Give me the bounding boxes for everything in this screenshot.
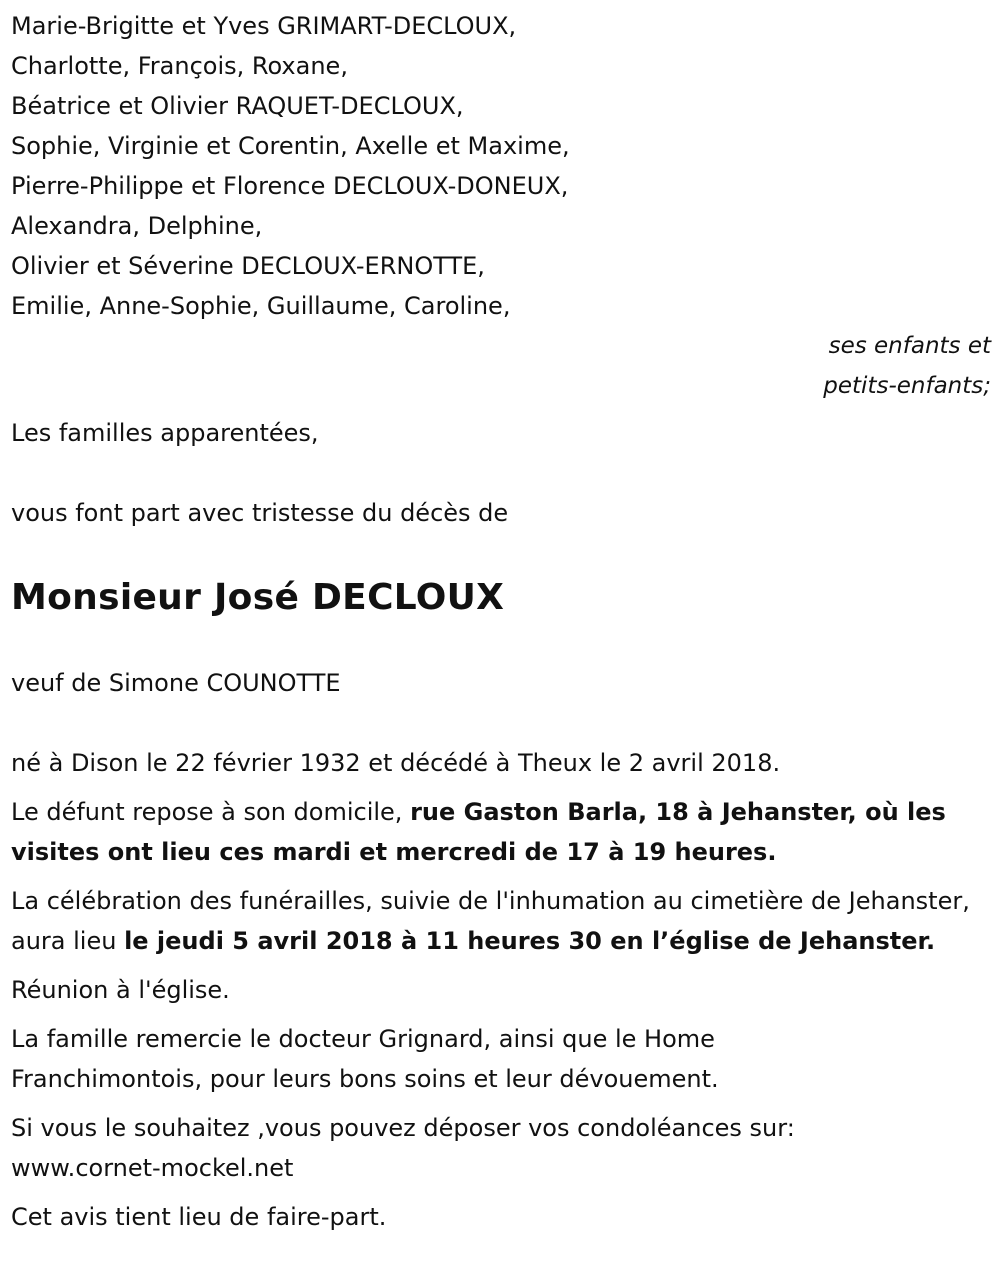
family-list (11, 6, 991, 326)
family-line: Pierre-Philippe et Florence DECLOUX-DONEUX, (11, 172, 569, 200)
birth-death-dates: né à Dison le 22 février 1932 et décédé à Theux le 2 avril 2018. (11, 749, 781, 777)
meeting-note: Réunion à l'église. (11, 976, 230, 1004)
family-line: Alexandra, Delphine, (11, 212, 263, 240)
family-line: Olivier et Séverine DECLOUX-ERNOTTE, (11, 252, 485, 280)
visitation-paragraph (11, 792, 991, 872)
widow-of: veuf de Simone COUNOTTE (11, 669, 341, 697)
condolences-website[interactable]: www.cornet-mockel.net (11, 1154, 294, 1182)
funeral-details: le jeudi 5 avril 2018 à 11 heures 30 en l’église de Jehanster. (124, 927, 936, 955)
condolences-line: Si vous le souhaitez ,vous pouvez déposer vos condoléances sur: (11, 1114, 795, 1142)
family-line: Charlotte, François, Roxane, (11, 52, 348, 80)
relation-line: petits-enfants; (823, 373, 991, 399)
funeral-intro: La célébration des funérailles, suivie de l'inhumation au cimetière de Jehanster, aura lieu (11, 887, 970, 955)
announcement-text: vous font part avec tristesse du décès de (11, 499, 509, 527)
family-line: Béatrice et Olivier RAQUET-DECLOUX, (11, 92, 464, 120)
thanks-line: La famille remercie le docteur Grignard, ainsi que le Home (11, 1025, 715, 1053)
funeral-paragraph (11, 881, 991, 961)
condolences-paragraph (11, 1108, 991, 1188)
relation-line: ses enfants et (828, 333, 991, 359)
thanks-paragraph (11, 1019, 991, 1099)
visitation-details: rue Gaston Barla, 18 à Jehanster, où les visites ont lieu ces mardi et mercredi de 17 à 19 heures. (11, 798, 946, 866)
family-line: Sophie, Virginie et Corentin, Axelle et Maxime, (11, 132, 570, 160)
deceased-name: Monsieur José DECLOUX (11, 577, 505, 618)
thanks-line: Franchimontois, pour leurs bons soins et leur dévouement. (11, 1065, 719, 1093)
death-notice (11, 6, 991, 1237)
visitation-intro: Le défunt repose à son domicile, (11, 798, 411, 826)
family-line: Marie-Brigitte et Yves GRIMART-DECLOUX, (11, 12, 517, 40)
closing-note: Cet avis tient lieu de faire-part. (11, 1203, 387, 1231)
family-line: Emilie, Anne-Sophie, Guillaume, Caroline, (11, 292, 511, 320)
family-relation (11, 326, 991, 406)
related-families: Les familles apparentées, (11, 419, 319, 447)
